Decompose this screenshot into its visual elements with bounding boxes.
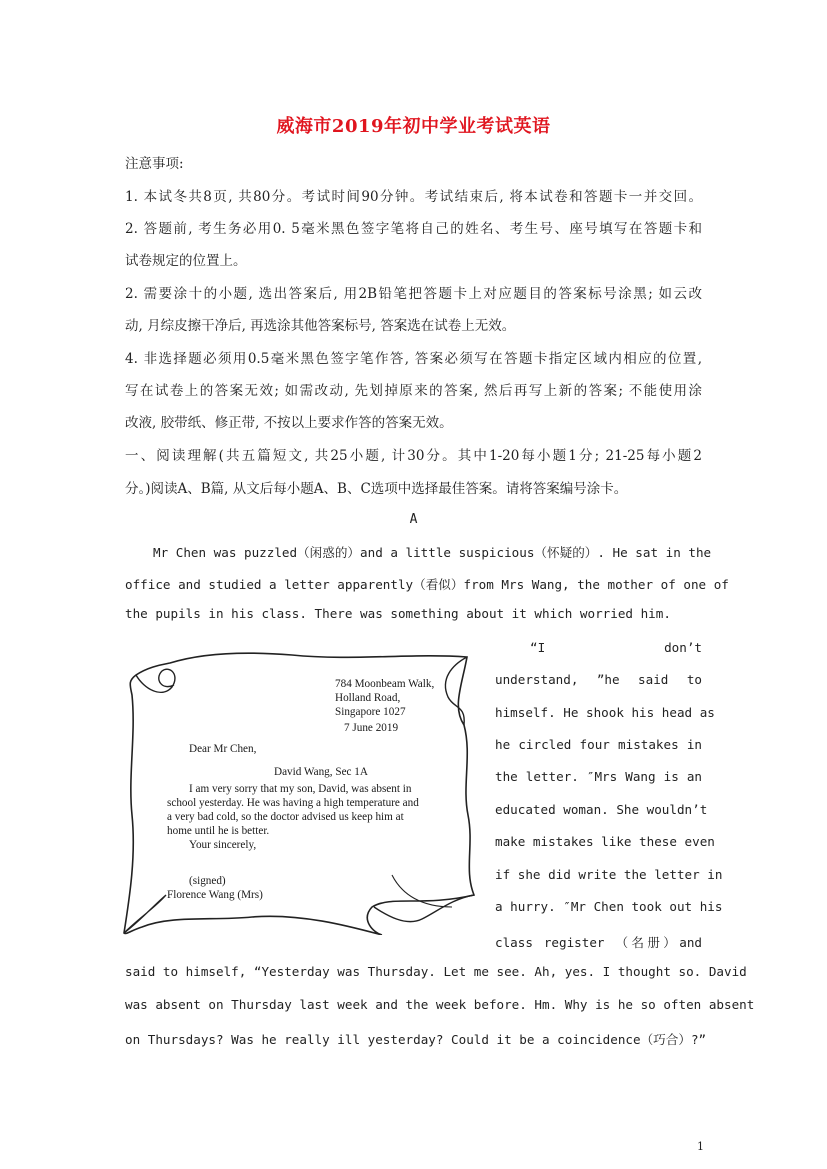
letter-illustration — [122, 645, 482, 935]
passage-line: office and studied a letter apparently（看似）from Mrs Wang, the mother of one of — [125, 577, 729, 592]
page-title: 威海市2019年初中学业考试英语 — [276, 116, 551, 137]
note-line: 动, 月综皮擦干净后, 再选涂其他答案标号, 答案选在试卷上无效。 — [125, 318, 516, 334]
letter-address-line: 784 Moonbeam Walk, — [335, 678, 435, 690]
passage-line: the letter. ″Mrs Wang is an — [495, 769, 702, 784]
part-label: A — [409, 512, 418, 527]
letter-body-line: home until he is better. — [167, 825, 270, 837]
notice-heading: 注意事项: — [125, 156, 184, 172]
note-line: 改液, 胶带纸、修正带, 不按以上要求作答的答案无效。 — [125, 415, 453, 431]
passage-line: class register （名册）and — [495, 935, 702, 950]
passage-line: a hurry. ″Mr Chen took out his — [495, 899, 723, 914]
page-number: 1 — [697, 1140, 704, 1153]
letter-address-line: Singapore 1027 — [335, 706, 406, 718]
letter-body-line: school yesterday. He was having a high temperature and — [167, 797, 419, 809]
letter-salutation: Dear Mr Chen, — [189, 743, 257, 755]
passage-line: understand, ”he said to — [495, 672, 702, 687]
passage-line: educated woman. She wouldn’t — [495, 802, 708, 817]
passage-line: himself. He shook his head as — [495, 705, 715, 720]
passage-line: make mistakes like these even — [495, 834, 715, 849]
letter-closing: Your sincerely, — [189, 839, 257, 851]
note-line: 写在试卷上的答案无效; 如需改动, 先划掉原来的答案, 然后再写上新的答案; 不能使用涂 — [125, 383, 702, 399]
letter-signed: (signed) — [189, 875, 226, 887]
passage-line: on Thursdays? Was he really ill yesterday? Could it be a coincidence（巧合）?” — [125, 1032, 707, 1047]
letter-signature-name: Florence Wang (Mrs) — [167, 889, 263, 901]
letter-address-line: Holland Road, — [335, 692, 401, 704]
section-instruction: 一、阅读理解(共五篇短文, 共25小题, 计30分。其中1-20每小题1分; 21-25每小题2 — [125, 448, 702, 464]
letter-body-line: a very bad cold, so the doctor advised us keep him at — [167, 811, 404, 823]
note-line: 4. 非选择题必须用0.5毫米黑色签字笔作答, 答案必须写在答题卡指定区域内相应的位置, — [125, 351, 702, 367]
letter-body-line: I am very sorry that my son, David, was absent in — [189, 783, 412, 795]
passage-line: was absent on Thursday last week and the week before. Hm. Why is he so often absent — [125, 997, 755, 1012]
note-line: 1. 本试冬共8页, 共80分。考试时间90分钟。考试结束后, 将本试卷和答题卡一并交回。 — [125, 189, 702, 205]
passage-line: if she did write the letter in — [495, 867, 723, 882]
passage-line: Mr Chen was puzzled（闲惑的）and a little suspicious（怀疑的）. He sat in the — [153, 545, 712, 560]
note-line: 2. 答题前, 考生务必用0. 5毫米黑色签字笔将自己的姓名、考生号、座号填写在答题卡和 — [125, 221, 702, 237]
passage-line: said to himself, “Yesterday was Thursday. Let me see. Ah, yes. I thought so. David — [125, 964, 747, 979]
section-instruction: 分。)阅读A、B篇, 从文后每小题A、B、C选项中选择最佳答案。请将答案编号涂卡。 — [125, 481, 628, 497]
note-line: 试卷规定的位置上。 — [125, 253, 247, 269]
letter-subject: David Wang, Sec 1A — [274, 766, 368, 778]
note-line: 2. 需要涂十的小题, 选出答案后, 用2B铅笔把答题卡上对应题目的答案标号涂黑; 如云改 — [125, 286, 702, 302]
passage-line: he circled four mistakes in — [495, 737, 702, 752]
letter-date: 7 June 2019 — [344, 722, 399, 734]
passage-line: “I don’t — [530, 640, 702, 655]
passage-line: the pupils in his class. There was something about it which worried him. — [125, 606, 671, 621]
